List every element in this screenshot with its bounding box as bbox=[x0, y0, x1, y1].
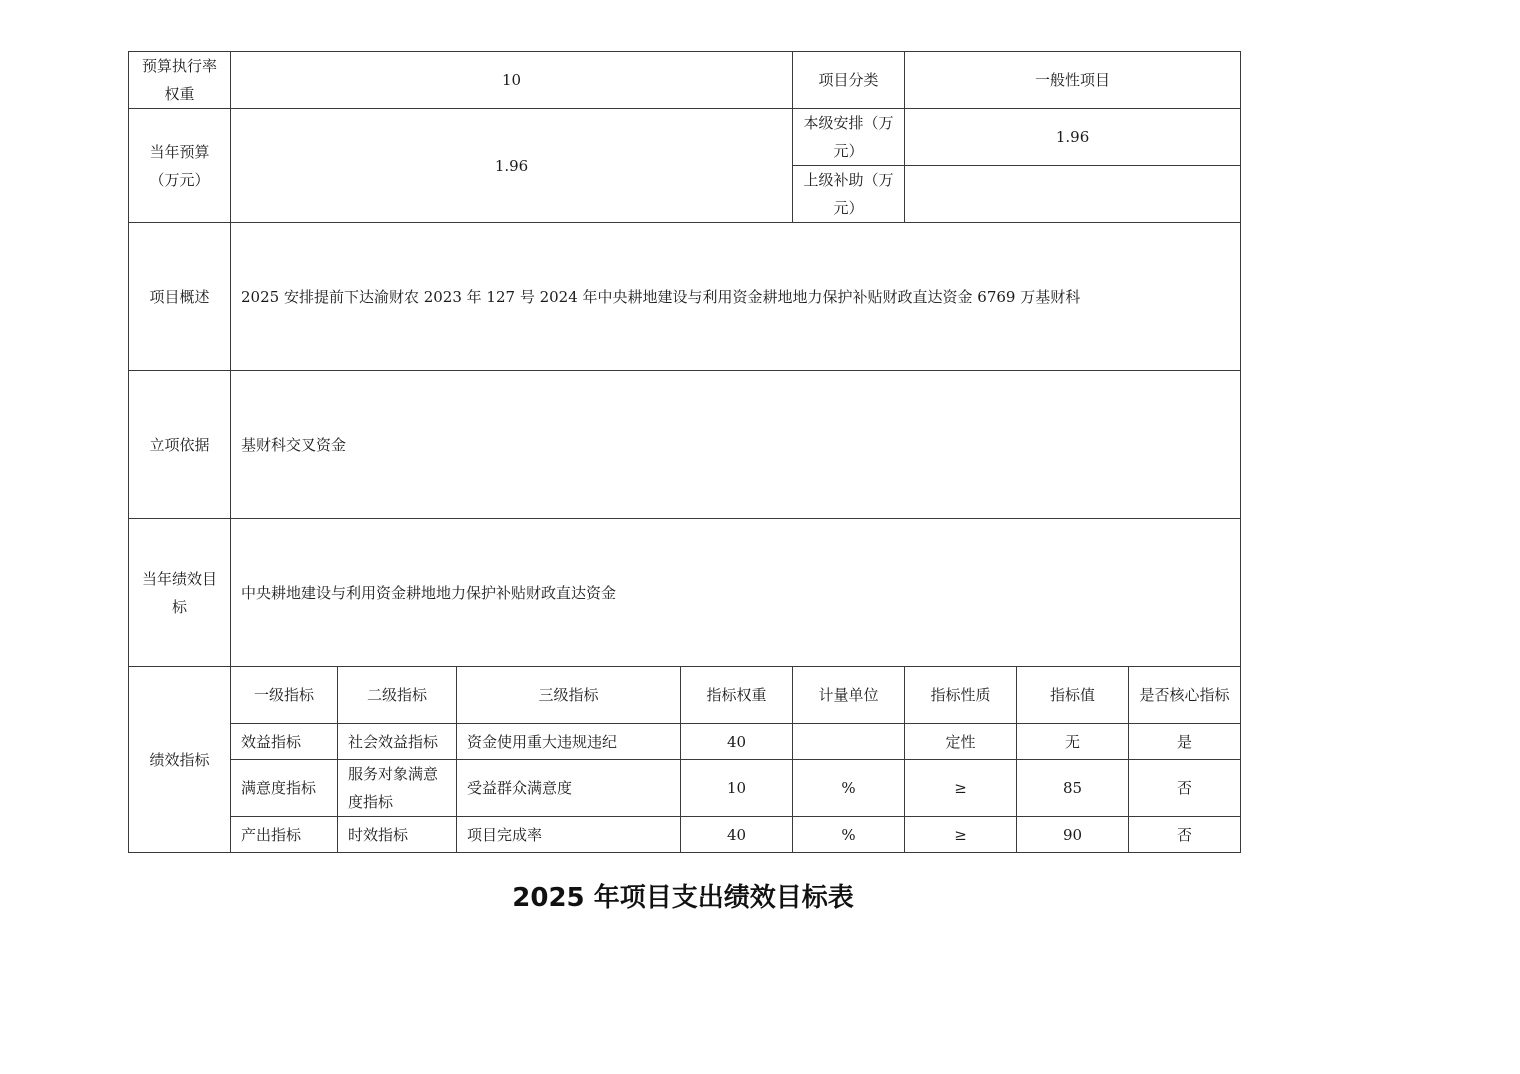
indicator-level1: 效益指标 bbox=[231, 724, 338, 760]
indicator-row bbox=[129, 817, 1241, 853]
indicator-header-level1: 一级指标 bbox=[231, 667, 338, 724]
local-allocation-label: 本级安排（万元） bbox=[793, 109, 905, 166]
indicator-row bbox=[129, 760, 1241, 817]
page-title: 2025 年项目支出绩效目标表 bbox=[512, 883, 854, 913]
budget-row bbox=[129, 52, 1241, 109]
indicators-label: 绩效指标 bbox=[129, 667, 231, 853]
indicator-value: 90 bbox=[1017, 817, 1129, 853]
indicator-nature: ≥ bbox=[905, 817, 1017, 853]
indicator-level3: 资金使用重大违规违纪 bbox=[457, 724, 681, 760]
indicator-unit: % bbox=[793, 760, 905, 817]
indicator-level2: 服务对象满意度指标 bbox=[338, 760, 457, 817]
basis-row bbox=[129, 371, 1241, 519]
overview-label: 项目概述 bbox=[129, 223, 231, 371]
indicator-row bbox=[129, 724, 1241, 760]
performance-target-table bbox=[128, 51, 1241, 853]
indicator-nature: ≥ bbox=[905, 760, 1017, 817]
annual-budget-label: 当年预算（万元） bbox=[129, 109, 231, 223]
local-allocation-value: 1.96 bbox=[905, 109, 1241, 166]
indicator-unit: % bbox=[793, 817, 905, 853]
indicator-weight: 10 bbox=[681, 760, 793, 817]
superior-subsidy-label: 上级补助（万元） bbox=[793, 166, 905, 223]
indicator-core: 否 bbox=[1129, 817, 1241, 853]
indicator-level3: 受益群众满意度 bbox=[457, 760, 681, 817]
indicator-level3: 项目完成率 bbox=[457, 817, 681, 853]
indicator-header-value: 指标值 bbox=[1017, 667, 1129, 724]
execution-weight-value: 10 bbox=[231, 52, 793, 109]
annual-goal-label: 当年绩效目标 bbox=[129, 519, 231, 667]
indicator-header-nature: 指标性质 bbox=[905, 667, 1017, 724]
indicator-nature: 定性 bbox=[905, 724, 1017, 760]
indicator-value: 无 bbox=[1017, 724, 1129, 760]
indicator-core: 是 bbox=[1129, 724, 1241, 760]
indicator-core: 否 bbox=[1129, 760, 1241, 817]
annual-budget-value: 1.96 bbox=[231, 109, 793, 223]
category-value: 一般性项目 bbox=[905, 52, 1241, 109]
indicator-weight: 40 bbox=[681, 817, 793, 853]
indicator-value: 85 bbox=[1017, 760, 1129, 817]
indicator-header-unit: 计量单位 bbox=[793, 667, 905, 724]
indicator-level1: 产出指标 bbox=[231, 817, 338, 853]
category-label: 项目分类 bbox=[793, 52, 905, 109]
indicator-unit bbox=[793, 724, 905, 760]
indicator-header-row bbox=[129, 667, 1241, 724]
annual-goal-text: 中央耕地建设与利用资金耕地地力保护补贴财政直达资金 bbox=[231, 519, 1241, 667]
indicator-level2: 社会效益指标 bbox=[338, 724, 457, 760]
basis-text: 基财科交叉资金 bbox=[231, 371, 1241, 519]
execution-weight-label: 预算执行率权重 bbox=[129, 52, 231, 109]
indicator-level2: 时效指标 bbox=[338, 817, 457, 853]
indicator-level1: 满意度指标 bbox=[231, 760, 338, 817]
indicator-header-weight: 指标权重 bbox=[681, 667, 793, 724]
overview-text: 2025 安排提前下达渝财农 2023 年 127 号 2024 年中央耕地建设与利用资金耕地地力保护补贴财政直达资金 6769 万基财科 bbox=[231, 223, 1241, 371]
annual-budget-row bbox=[129, 109, 1241, 166]
indicator-weight: 40 bbox=[681, 724, 793, 760]
superior-subsidy-value bbox=[905, 166, 1241, 223]
overview-row bbox=[129, 223, 1241, 371]
indicator-header-level2: 二级指标 bbox=[338, 667, 457, 724]
indicator-header-core: 是否核心指标 bbox=[1129, 667, 1241, 724]
indicator-header-level3: 三级指标 bbox=[457, 667, 681, 724]
annual-goal-row bbox=[129, 519, 1241, 667]
basis-label: 立项依据 bbox=[129, 371, 231, 519]
